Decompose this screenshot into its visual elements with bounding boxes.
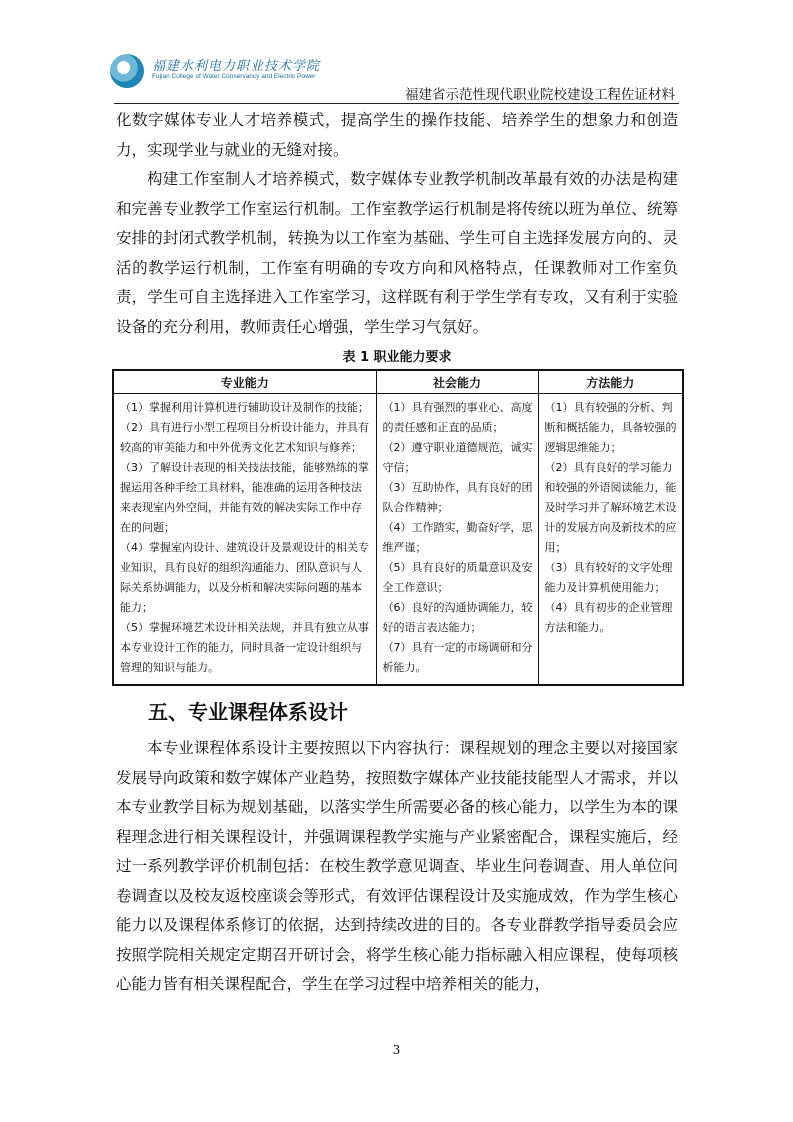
table-caption: 表 1 职业能力要求	[342, 350, 452, 365]
college-logo	[106, 52, 321, 96]
paragraph-curriculum-design: 本专业课程体系设计主要按照以下内容执行：课程规划的理念主要以对接国家发展导向政策和数字媒体产业趋势，按照数字媒体产业技能技能型人才需求，并以本专业教学目标为规划基础，以落实学生所需要必备的核心能力，以学生为本的课程理念进行相关课程设计，并强调课程教学实施与产业紧密配合，课程实施后，经过一系列教学评价机制包括：在校生教学意见调查、毕业生问卷调查、用人单位问卷调查以及校友返校座谈会等形式，有效评估课程设计及实施成效，作为学生核心能力以及课程体系修订的依据，达到持续改进的目的。各专业群教学指导委员会应按照学院相关规定定期召开研讨会，将学生核心能力指标融入相应课程，使每项核心能力皆有相关课程配合，学生在学习过程中培养相关的能力，	[116, 739, 678, 993]
list-item: （3）互助协作，具有良好的团队合作精神；	[382, 481, 533, 514]
list-item: （4）掌握室内设计、建筑设计及景观设计的相关专业知识，具有良好的组织沟通能力、团队意识与人际关系协调能力，以及分析和解决实际问题的基本能力；	[120, 541, 369, 614]
header-social-ability: 社会能力	[376, 370, 538, 394]
header-rule	[114, 103, 679, 104]
list-item: （6）良好的沟通协调能力，较好的语言表达能力；	[382, 601, 533, 634]
list-item: （3）具有较好的文字处理能力及计算机使用能力；	[544, 561, 673, 594]
list-item: （2）遵守职业道德规范，诚实守信；	[382, 441, 533, 474]
table-row	[113, 394, 683, 686]
list-item: （5）具有良好的质量意识及安全工作意识；	[382, 561, 533, 594]
header-method-ability: 方法能力	[538, 370, 683, 394]
social-ability-cell	[376, 394, 538, 686]
college-emblem-icon	[110, 54, 144, 88]
page-content	[116, 106, 678, 1000]
list-item: （5）掌握环境艺术设计相关法规，并具有独立从事本专业设计工作的能力，同时具备一定设计组织与管理的知识与能力。	[120, 621, 369, 674]
vocational-ability-table	[112, 369, 684, 686]
list-item: （4）具有初步的企业管理方法和能力。	[544, 601, 673, 634]
method-ability-cell	[538, 394, 683, 686]
header-title: 福建省示范性现代职业院校建设工程佐证材料	[405, 87, 675, 103]
paragraph-studio-model: 构建工作室制人才培养模式，数字媒体专业教学机制改革最有效的办法是构建和完善专业教学工作室运行机制。工作室教学运行机制是将传统以班为单位、统筹安排的封闭式教学机制，转换为以工作室为基础、学生可自主选择发展方向的、灵活的教学运行机制，工作室有明确的专攻方向和风格特点，任课教师对工作室负责，学生可自主选择进入工作室学习，这样既有利于学生学有专攻，又有利于实验设备的充分利用，教师责任心增强，学生学习气氛好。	[116, 170, 678, 336]
list-item: （7）具有一定的市场调研和分析能力。	[382, 641, 533, 674]
paragraph-continued: 化数字媒体专业人才培养模式，提高学生的操作技能、培养学生的想象力和创造力，实现学业与就业的无缝对接。	[116, 111, 678, 159]
list-item: （1）具有强烈的事业心、高度的责任感和正直的品质；	[382, 401, 533, 434]
section-title: 五、专业课程体系设计	[148, 700, 348, 724]
table-header-row	[113, 370, 683, 394]
page-number: 3	[392, 1043, 401, 1057]
logo-english-name: Fujian College of Water Conservancy and Electric Power	[152, 73, 316, 80]
list-item: （2）具有进行小型工程项目分析设计能力，并具有较高的审美能力和中外优秀文化艺术知识与修养；	[120, 421, 369, 454]
list-item: （2）具有良好的学习能力和较强的外语阅读能力，能及时学习并了解环境艺术设计的发展方向及新技术的应用；	[544, 461, 677, 554]
professional-ability-cell	[113, 394, 376, 686]
logo-chinese-name: 福建水利电力职业技术学院	[152, 59, 321, 74]
header-professional-ability: 专业能力	[113, 370, 376, 394]
list-item: （1）具有较强的分析、判断和概括能力，具备较强的逻辑思维能力；	[544, 401, 677, 454]
list-item: （1）掌握利用计算机进行辅助设计及制作的技能；	[120, 401, 369, 414]
list-item: （3）了解设计表现的相关技法技能，能够熟练的掌握运用各种手绘工具材料，能准确的运用各种技法来表现室内外空间，并能有效的解决实际工作中存在的问题；	[120, 461, 369, 534]
list-item: （4）工作踏实，勤奋好学，思维严谨；	[382, 521, 533, 554]
